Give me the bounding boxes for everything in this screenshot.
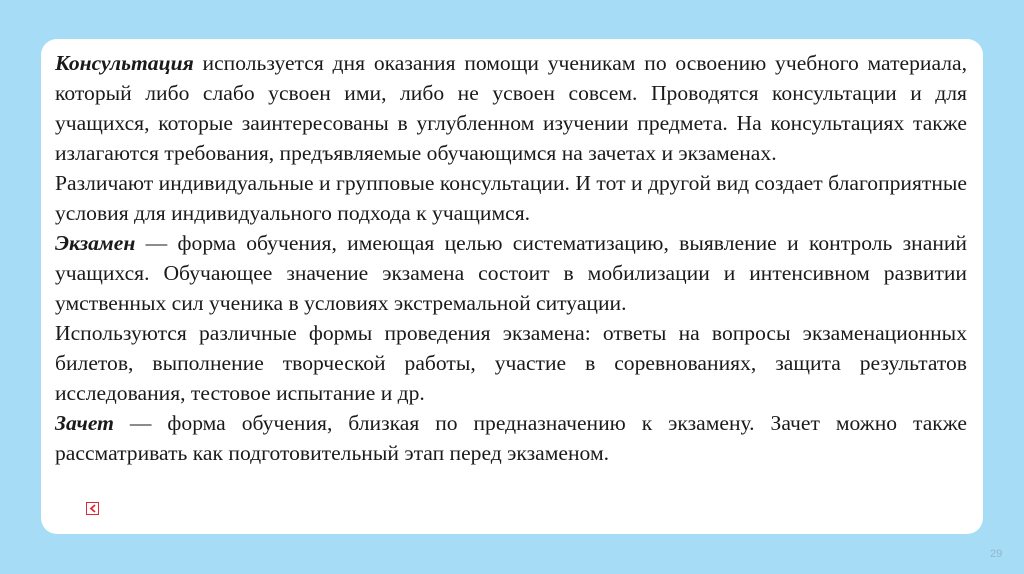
paragraph-text: Используются различные формы проведения экзамена: ответы на вопросы экзаменационных билетов, выполнение творческой работы, участие в соревнованиях, защита результатов исследования, тестовое испытание и др. bbox=[55, 321, 967, 405]
paragraph-konsultatsiya bbox=[55, 48, 967, 168]
page-number: 29 bbox=[990, 548, 1003, 560]
paragraph-text: Различают индивидуальные и групповые консультации. И тот и другой вид создает благоприятные условия для индивидуального подхода к учащимся. bbox=[55, 171, 967, 225]
term-konsultatsiya: Консультация bbox=[55, 51, 194, 75]
paragraph-text: — форма обучения, имеющая целью систематизацию, выявление и контроль знаний учащихся. Обучающее значение экзамена состоит в мобилизации и интенсивном развитии умственных сил ученика в условиях экстремальной ситуации. bbox=[55, 231, 967, 315]
back-button[interactable] bbox=[86, 502, 99, 515]
chevron-left-icon bbox=[89, 504, 97, 513]
paragraph-exam-forms bbox=[55, 318, 967, 408]
term-ekzamen: Экзамен bbox=[55, 231, 136, 255]
paragraph-consultation-types bbox=[55, 168, 967, 228]
slide-text bbox=[55, 48, 967, 468]
paragraph-zachet bbox=[55, 408, 967, 468]
paragraph-text: используется дня оказания помощи ученикам по освоению учебного материала, который либо слабо усвоен ими, либо не усвоен совсем. Проводятся консультации и для учащихся, которые заинтересованы в углубленном изучении предмета. На консультациях также излагаются требования, предъявляемые обучающимся на зачетах и экзаменах. bbox=[55, 51, 967, 165]
paragraph-ekzamen bbox=[55, 228, 967, 318]
term-zachet: Зачет bbox=[55, 411, 114, 435]
paragraph-text: — форма обучения, близкая по предназначению к экзамену. Зачет можно также рассматривать как подготовительный этап перед экзаменом. bbox=[55, 411, 967, 465]
